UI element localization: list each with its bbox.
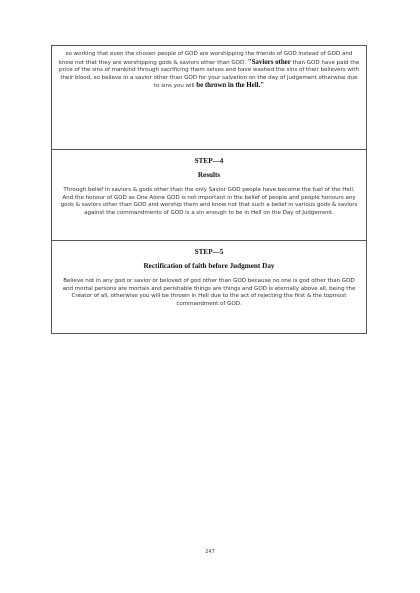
step4-body: Through belief in saviors & gods other than the only Savior GOD people have become the fuel of the Hell. And the honour of GOD as One Alone GOD is not important in the belief of people and people honours any gods & saviors other than GOD and worship them and know not that such a belief in various gods & saviors against the commandments of GOD is a sin enough to be in Hell on the Day of Judgement. bbox=[60, 187, 358, 216]
step5-title: STEP—5 bbox=[194, 248, 224, 256]
step5-section bbox=[52, 241, 366, 333]
intro-paragraph bbox=[58, 51, 360, 91]
intro-text-part2: than GOD have paid the price of the sins of mankind through sacrificing them selves and have washed the sins of their believers with their blood, so believe in a savior other than GOD for your salvation on the day of judgement otherwise due to sins you will bbox=[59, 59, 360, 90]
content-frame bbox=[51, 45, 367, 334]
step5-subtitle: Rectification of faith before Judgment Day bbox=[143, 262, 275, 270]
page-number: 247 bbox=[205, 549, 215, 555]
intro-section bbox=[52, 46, 366, 150]
step4-title: STEP—4 bbox=[194, 157, 224, 165]
step4-section bbox=[52, 150, 366, 241]
step5-body: Believe not in any god or savior or beloved of god other than GOD because no one is god other than GOD and mortal persons are mortals and perishable things are things and GOD is eternally above all, being the Creator of all, otherwise you will be thrown in Hell due to the act of rejecting the first & the topmost commandment of GOD. bbox=[62, 278, 356, 307]
intro-quote-end: be thrown in the Hell." bbox=[196, 81, 265, 90]
step4-subtitle: Results bbox=[197, 171, 221, 179]
intro-quote-start: "Saviors other bbox=[247, 57, 291, 66]
intro-text-part1: so working that even the chosen people of GOD are worshipping the friends of GOD instead of GOD and know not that they are worshipping gods & saviors other than GOD. bbox=[58, 51, 353, 66]
